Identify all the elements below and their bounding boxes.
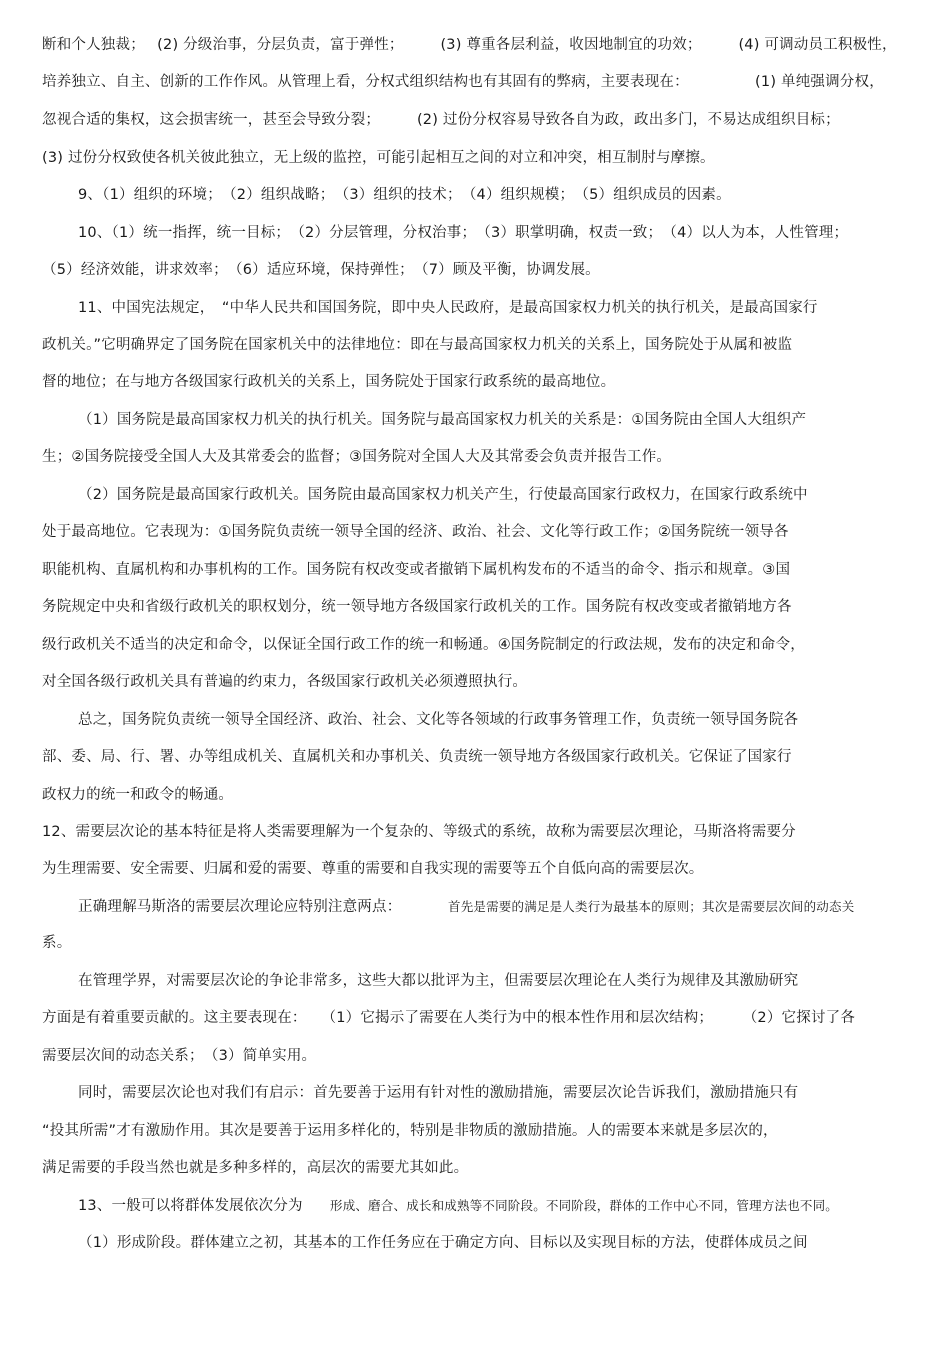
text-line: 断和个人独裁； (2) 分级治事，分层负责，富于弹性； (3) 尊重各层利益，收因地制宜的功效； (4) 可调动员工积极性， [42,37,897,53]
text-line: （1）形成阶段。群体建立之初，其基本的工作任务应在于确定方向、目标以及实现目标的方法，使群体成员之间 [78,1235,808,1251]
text-line: 对全国各级行政机关具有普遍的约束力，各级国家行政机关必须遵照执行。 [42,674,528,690]
text-line: 处于最高地位。它表现为：①国务院负责统一领导全国的经济、政治、社会、文化等行政工作；②国务院统一领导各 [42,524,789,540]
text-line: 职能机构、直属机构和办事机构的工作。国务院有权改变或者撤销下属机构发布的不适当的命令、指示和规章。③国 [42,562,791,578]
text-line: 在管理学界，对需要层次论的争论非常多，这些大都以批评为主，但需要层次理论在人类行为规律及其激励研究 [78,973,799,989]
text-line: （5）经济效能，讲求效率； （6）适应环境，保持弹性； （7）顾及平衡，协调发展。 [42,262,600,278]
text-line: 10、（1）统一指挥，统一目标； （2）分层管理，分权治事； （3）职掌明确，权责一致； （4）以人为本，人性管理； [78,225,849,241]
text-line: “投其所需”才有激励作用。其次是要善于运用多样化的，特别是非物质的激励措施。人的需要本来就是多层次的， [42,1123,778,1139]
text-line: （2）国务院是最高国家行政机关。国务院由最高国家权力机关产生，行使最高国家行政权力，在国家行政系统中 [78,487,808,503]
text-line: 13、一般可以将群体发展依次分为 [78,1198,303,1214]
text-line: 同时，需要层次论也对我们有启示：首先要善于运用有针对性的激励措施，需要层次论告诉我们，激励措施只有 [78,1085,799,1101]
text-line: 11、中国宪法规定， “中华人民共和国国务院，即中央人民政府，是最高国家权力机关的执行机关，是最高国家行 [78,300,818,316]
text-line: 政机关。”它明确界定了国务院在国家机关中的法律地位：即在与最高国家权力机关的关系上，国务院处于从属和被监 [42,337,793,353]
text-line: 级行政机关不适当的决定和命令，以保证全国行政工作的统一和畅通。④国务院制定的行政法规，发布的决定和命令， [42,637,805,653]
text-line: 忽视合适的集权，这会损害统一，甚至会导致分裂； (2) 过份分权容易导致各自为政，政出多门，不易达成组织目标； [42,112,840,128]
text-line: 需要层次间的动态关系； （3）简单实用。 [42,1048,317,1064]
text-line: 政权力的统一和政令的畅通。 [42,787,234,803]
text-line: 督的地位；在与地方各级国家行政机关的关系上，国务院处于国家行政系统的最高地位。 [42,374,616,390]
text-line: 生；②国务院接受全国人大及其常委会的监督；③国务院对全国人大及其常委会负责并报告工作。 [42,449,672,465]
text-line: 方面是有着重要贡献的。这主要表现在： （1）它揭示了需要在人类行为中的根本性作用和层次结构； （2）它探讨了各 [42,1010,856,1026]
text-line: 为生理需要、安全需要、归属和爱的需要、尊重的需要和自我实现的需要等五个自低向高的需要层次。 [42,861,704,877]
text-line: 正确理解马斯洛的需要层次理论应特别注意两点： [78,899,402,915]
text-line: 培养独立、自主、创新的工作作风。从管理上看，分权式组织结构也有其固有的弊病，主要表现在： (1) 单纯强调分权， [42,74,884,90]
text-line: 9、（1）组织的环境； （2）组织战略； （3）组织的技术； （4）组织规模； （5）组织成员的因素。 [78,187,731,203]
text-line: 务院规定中央和省级行政机关的职权划分，统一领导地方各级国家行政机关的工作。国务院有权改变或者撤销地方各 [42,599,792,615]
text-line: 部、委、局、行、署、办等组成机关、直属机关和办事机关、负责统一领导地方各级国家行政机关。它保证了国家行 [42,749,792,765]
text-line: (3) 过份分权致使各机关彼此独立，无上级的监控，可能引起相互之间的对立和冲突，相互制肘与摩擦。 [42,150,715,166]
text-line: 总之，国务院负责统一领导全国经济、政治、社会、文化等各领域的行政事务管理工作，负责统一领导国务院各 [78,712,799,728]
text-line: 12、需要层次论的基本特征是将人类需要理解为一个复杂的、等级式的系统，故称为需要层次理论，马斯洛将需要分 [42,824,796,840]
text-line: 首先是需要的满足是人类行为最基本的原则；其次是需要层次间的动态关 [448,899,855,914]
text-line: 系。 [42,935,72,951]
text-line: 满足需要的手段当然也就是多种多样的，高层次的需要尤其如此。 [42,1160,469,1176]
text-line: （1）国务院是最高国家权力机关的执行机关。国务院与最高国家权力机关的关系是：①国务院由全国人大组织产 [78,412,807,428]
text-line: 形成、磨合、成长和成熟等不同阶段。不同阶段，群体的工作中心不同，管理方法也不同。 [330,1198,839,1213]
